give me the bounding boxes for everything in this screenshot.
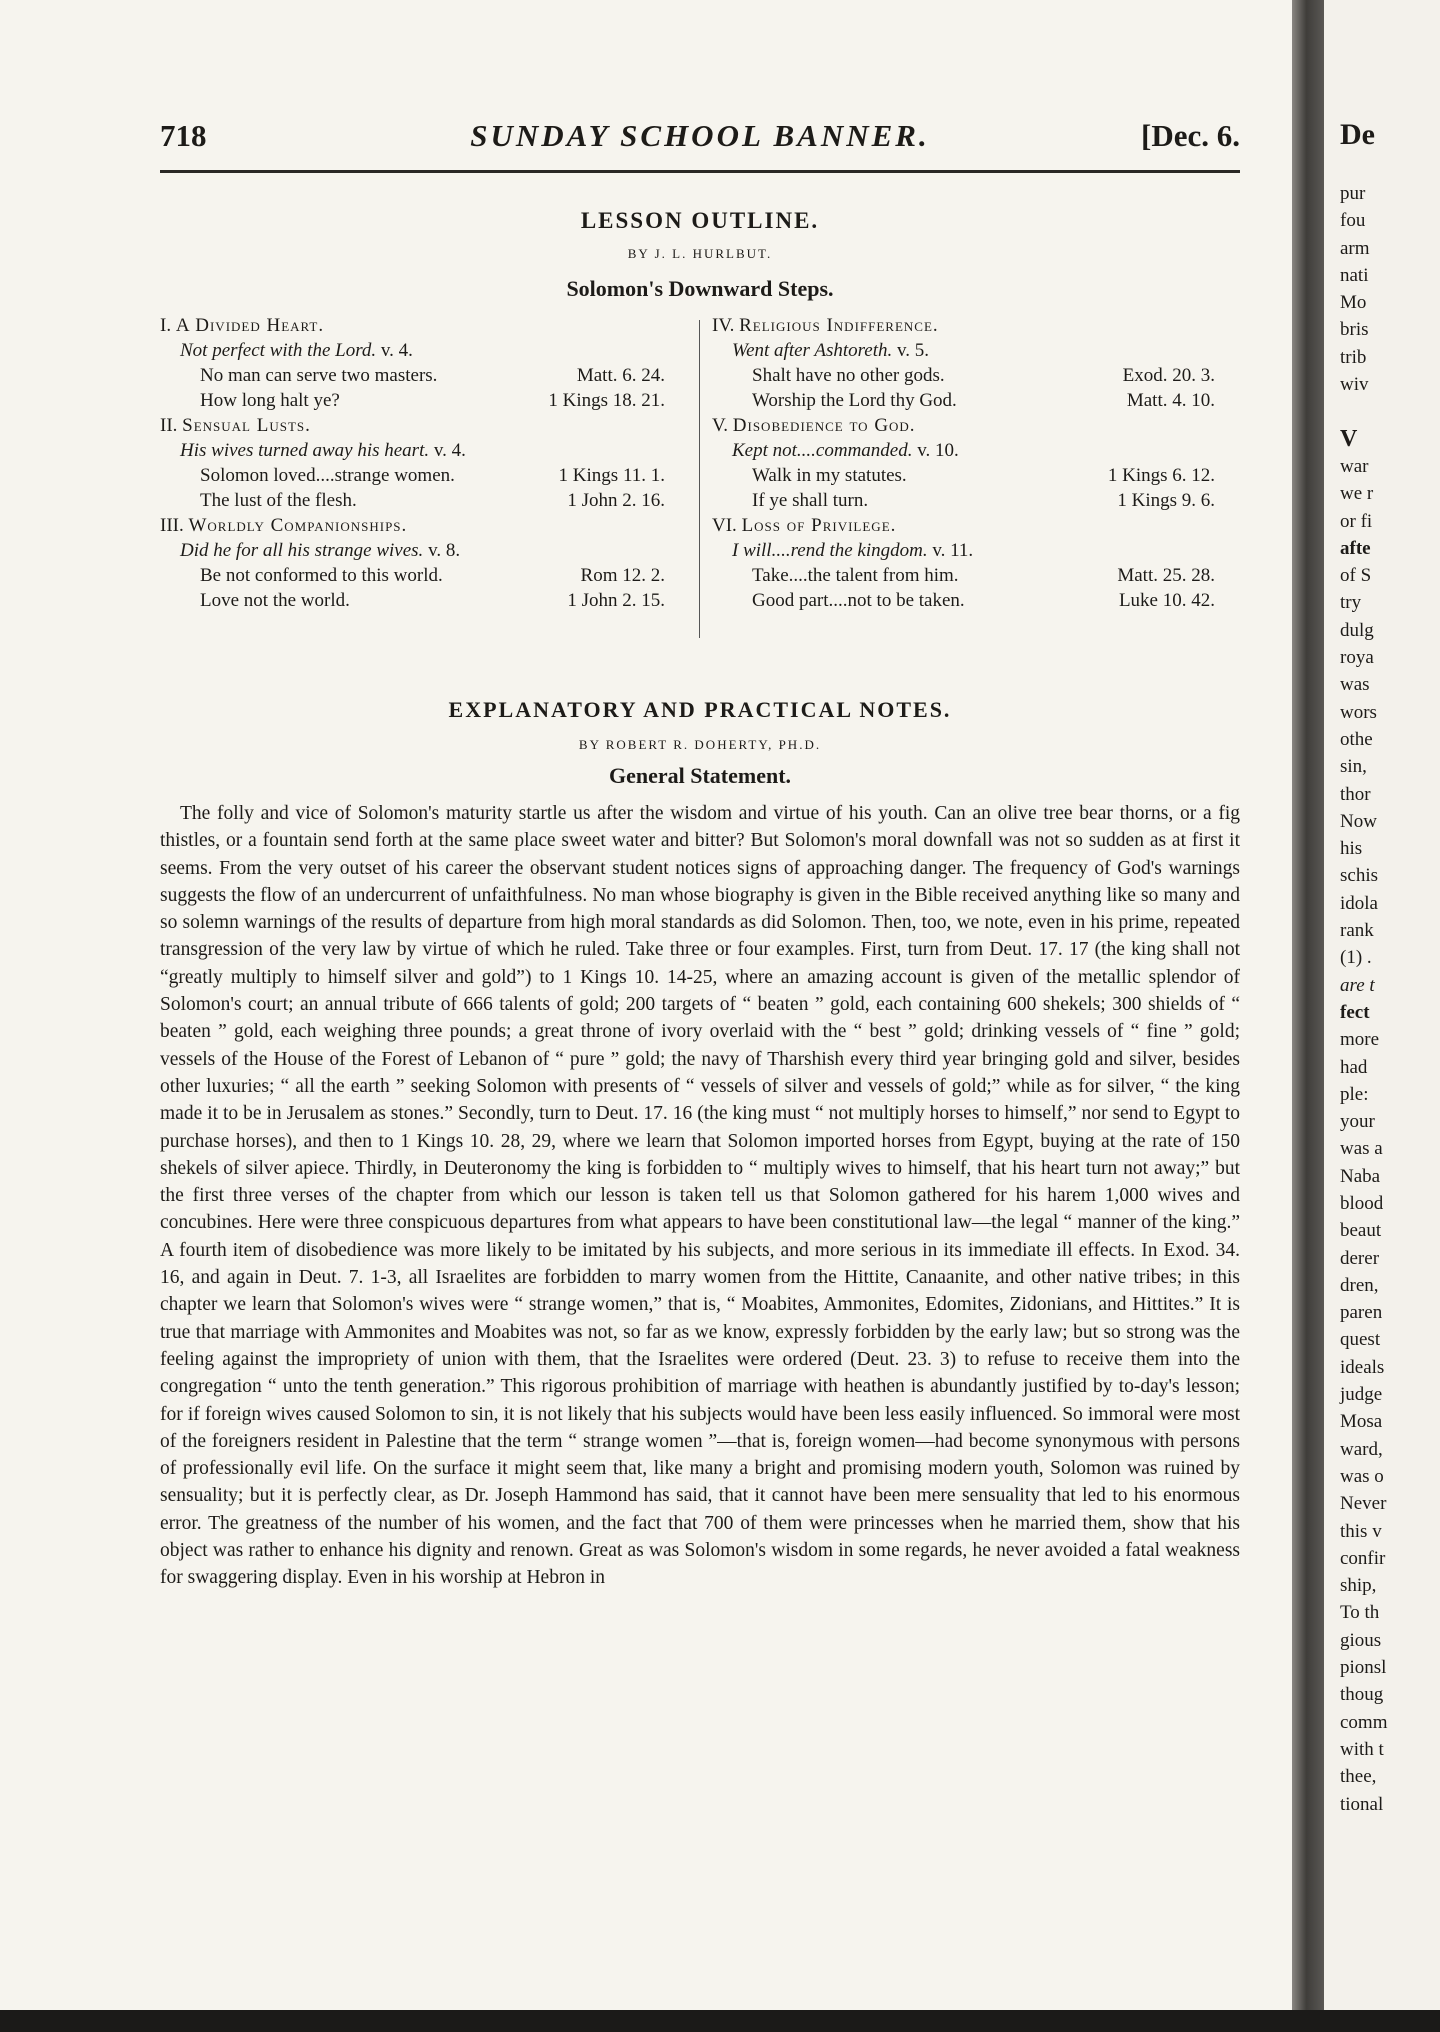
section-title: Religious Indifference. (739, 315, 939, 336)
next-page-line: thee, (1340, 1766, 1377, 1788)
issue-date: [Dec. 6. (1141, 118, 1240, 153)
reference-quote: Solomon loved....strange women. (200, 465, 455, 486)
section-numeral: VI. (712, 515, 737, 536)
section-title: Loss of Privilege. (741, 515, 897, 536)
next-page-line: othe (1340, 728, 1373, 750)
section-numeral: IV. (712, 315, 735, 336)
section-title: A Divided Heart. (175, 315, 325, 336)
next-page-line: tional (1340, 1793, 1384, 1815)
next-page-line: (1) . (1340, 947, 1372, 969)
next-page-line: paren (1340, 1302, 1383, 1324)
next-page-line: rank (1340, 920, 1374, 942)
next-page-line: idola (1340, 892, 1378, 914)
section-title: Disobedience to God. (732, 415, 916, 436)
section-text (712, 538, 1215, 563)
reference-quote: Be not conformed to this world. (200, 565, 443, 586)
section-text-quote: Kept not....commanded. (732, 440, 913, 461)
section-verse: v. 10. (917, 440, 959, 461)
section-title: Sensual Lusts. (182, 415, 311, 436)
next-page-line: wors (1340, 701, 1377, 723)
section-text (712, 438, 1215, 463)
reference-citation: Matt. 4. 10. (1126, 390, 1215, 411)
reference-quote: The lust of the flesh. (200, 490, 357, 511)
reference-citation: Matt. 6. 24. (576, 365, 665, 386)
next-page-line: thoug (1340, 1684, 1384, 1706)
section-text-quote: Not perfect with the Lord. (180, 340, 377, 361)
notes-heading: EXPLANATORY AND PRACTICAL NOTES. (448, 697, 952, 722)
section-verse: v. 5. (897, 340, 930, 361)
notes-subtitle: General Statement. (608, 763, 792, 788)
next-page-line: had (1340, 1056, 1368, 1078)
next-page-line: dulg (1340, 619, 1374, 641)
next-page-line: Mo (1340, 292, 1367, 314)
next-page-line: his (1340, 838, 1363, 860)
section-reference (712, 488, 1215, 513)
reference-citation: 1 John 2. 15. (567, 590, 665, 611)
reference-quote: Shalt have no other gods. (752, 365, 945, 386)
section-reference (160, 488, 665, 513)
next-page-line: comm (1340, 1711, 1388, 1733)
outline-byline: BY J. L. HURLBUT. (627, 246, 773, 261)
scan-bottom-edge (0, 2010, 1440, 2032)
next-page-line: sin, (1340, 756, 1367, 778)
next-page-line: was o (1340, 1465, 1384, 1487)
next-page-header: De (1340, 118, 1375, 151)
reference-quote: No man can serve two masters. (200, 365, 438, 386)
section-reference (712, 563, 1215, 588)
outline-heading: LESSON OUTLINE. (580, 208, 820, 233)
outline-section-heading (160, 313, 665, 338)
book-spine (1292, 0, 1324, 2032)
reference-citation: 1 Kings 6. 12. (1107, 465, 1215, 486)
outline-section-heading (160, 513, 665, 538)
next-page-line: schis (1340, 865, 1378, 887)
next-page-line: war (1340, 455, 1369, 477)
reference-quote: Walk in my statutes. (752, 465, 907, 486)
section-numeral: II. (160, 415, 178, 436)
next-page-line: ship, (1340, 1575, 1377, 1597)
page-number: 718 (160, 118, 207, 153)
outline-right-column (712, 313, 1215, 613)
next-page-line: Never (1340, 1493, 1387, 1515)
next-page-line: pur (1340, 183, 1366, 204)
next-page-text (1340, 118, 1440, 1818)
next-page-line: confir (1340, 1547, 1386, 1569)
reference-citation: 1 John 2. 16. (567, 490, 665, 511)
next-page-line: roya (1340, 647, 1374, 669)
section-text-quote: Did he for all his strange wives. (180, 540, 424, 561)
section-numeral: V. (712, 415, 729, 436)
next-page-line: this v (1340, 1520, 1382, 1542)
section-reference (712, 388, 1215, 413)
next-page-line: fect (1340, 1001, 1370, 1023)
running-head (160, 118, 1240, 168)
reference-citation: 1 Kings 18. 21. (548, 390, 665, 411)
next-page-line: derer (1340, 1247, 1380, 1269)
next-page-line: Now (1340, 810, 1377, 832)
next-page-line: with t (1340, 1738, 1384, 1760)
outline-section-heading (712, 513, 1215, 538)
section-reference (160, 588, 665, 613)
reference-quote: Worship the Lord thy God. (752, 390, 957, 411)
next-page-line: thor (1340, 783, 1371, 805)
next-page-line: dren, (1340, 1274, 1379, 1296)
next-page-line: V (1340, 425, 1358, 452)
next-page-line: ideals (1340, 1356, 1385, 1378)
next-page-line: ward, (1340, 1438, 1383, 1460)
section-reference (160, 563, 665, 588)
outline-section-heading (712, 313, 1215, 338)
outline-subtitle: Solomon's Downward Steps. (566, 276, 834, 301)
next-page-line: judge (1340, 1384, 1383, 1406)
publication-title: SUNDAY SCHOOL BANNER. (470, 118, 930, 153)
section-verse: v. 8. (428, 540, 461, 561)
next-page-line: trib (1340, 346, 1367, 368)
reference-quote: How long halt ye? (200, 390, 340, 411)
next-page-line: blood (1340, 1192, 1384, 1214)
section-text (160, 538, 665, 563)
column-divider (699, 320, 700, 638)
section-numeral: III. (160, 515, 184, 536)
next-page-line: was a (1340, 1138, 1383, 1160)
reference-quote: Love not the world. (200, 590, 350, 611)
next-page-line: quest (1340, 1329, 1381, 1351)
next-page-line: of S (1340, 565, 1372, 587)
next-page-line: afte (1340, 537, 1371, 559)
next-page-line: Naba (1340, 1165, 1381, 1187)
notes-byline: BY ROBERT R. DOHERTY, PH.D. (578, 737, 822, 752)
section-reference (160, 463, 665, 488)
section-title: Worldly Companionships. (188, 515, 408, 536)
header-rule (160, 170, 1240, 173)
next-page-line: ple: (1340, 1083, 1369, 1105)
next-page-line: are t (1340, 974, 1375, 996)
section-text-quote: Went after Ashtoreth. (732, 340, 893, 361)
section-text-quote: His wives turned away his heart. (180, 440, 430, 461)
section-verse: v. 11. (932, 540, 974, 561)
reference-citation: Matt. 25. 28. (1117, 565, 1215, 586)
next-page-line: pionsl (1340, 1657, 1387, 1679)
next-page-line: bris (1340, 319, 1369, 341)
next-page-line: arm (1340, 237, 1370, 259)
outline-section-heading (160, 413, 665, 438)
section-verse: v. 4. (380, 340, 413, 361)
outline-left-column (160, 313, 665, 613)
section-reference (160, 388, 665, 413)
reference-citation: 1 Kings 9. 6. (1117, 490, 1215, 511)
section-reference (712, 463, 1215, 488)
section-numeral: I. (160, 315, 172, 336)
section-text (160, 338, 665, 363)
next-page-line: fou (1340, 210, 1366, 232)
next-page-line (1340, 398, 1440, 425)
reference-citation: Rom 12. 2. (580, 565, 665, 586)
section-text (712, 338, 1215, 363)
next-page-line: more (1340, 1029, 1380, 1051)
section-verse: v. 4. (433, 440, 466, 461)
reference-citation: Luke 10. 42. (1118, 590, 1215, 611)
next-page-line: or fi (1340, 510, 1373, 532)
next-page-line: gious (1340, 1629, 1382, 1651)
next-page-line: To th (1340, 1602, 1380, 1624)
section-text-quote: I will....rend the kingdom. (732, 540, 928, 561)
next-page-line: your (1340, 1111, 1375, 1133)
reference-quote: If ye shall turn. (752, 490, 869, 511)
reference-citation: Exod. 20. 3. (1122, 365, 1215, 386)
section-reference (712, 588, 1215, 613)
reference-quote: Good part....not to be taken. (752, 590, 965, 611)
next-page-line: beaut (1340, 1220, 1382, 1242)
next-page-line: wiv (1340, 374, 1369, 396)
reference-quote: Take....the talent from him. (752, 565, 959, 586)
section-reference (712, 363, 1215, 388)
next-page-line: try (1340, 592, 1362, 614)
next-page-line: nati (1340, 264, 1369, 286)
next-page-line: was (1340, 674, 1370, 696)
section-text (160, 438, 665, 463)
next-page-line: we r (1340, 483, 1374, 505)
outline-section-heading (712, 413, 1215, 438)
section-reference (160, 363, 665, 388)
next-page-line: Mosa (1340, 1411, 1383, 1433)
reference-citation: 1 Kings 11. 1. (558, 465, 665, 486)
general-statement-paragraph: The folly and vice of Solomon's maturity startle us after the wisdom and virtue of his youth. Can an olive tree bear thorns, or a fig thistles, or a fountain send forth at the same place sweet water and bitter? But Solomon's moral downfall was not so sudden as at first it seems. From the very outset of his career the observant student notices signs of approaching danger. The frequency of God's warnings suggests the flow of an undercurrent of unfaithfulness. No man whose biography is given in the Bible received anything like so many and so solemn warnings of the results of departure from high moral standards as did Solomon. Then, too, we note, even in his prime, repeated transgression of the very law by virtue of which he ruled. Take three or four examples. First, turn from Deut. 17. 17 (the king shall not “greatly multiply to himself silver and gold”) to 1 Kings 10. 14-25, where an amazing account is given of the metallic splendor of Solomon's court; an annual tribute of 666 talents of gold; 200 targets of “ beaten ” gold, each containing 600 shekels; 300 shields of “ beaten ” gold, each weighing three pounds; a great throne of ivory overlaid with the “ best ” gold; drinking vessels of “ fine ” gold; vessels of the House of the Forest of Lebanon of “ pure ” gold; the navy of Tharshish every third year bringing gold and silver, besides other luxuries; “ all the earth ” seeking Solomon with presents of “ vessels of silver and vessels of gold;” while as for silver, “ the king made it to be in Jerusalem as stones.” Secondly, turn to Deut. 17. 16 (the king must “ not multiply horses to himself,” nor send to Egypt to purchase horses), and then to 1 Kings 10. 28, 29, where we learn that Solomon imported horses from Egypt, buying at the rate of 150 shekels of silver apiece. Thirdly, in Deuteronomy the king is forbidden to “ multiply wives to himself, that his heart turn not away;” but the first three verses of the chapter from which our lesson is taken tell us that Solomon gathered for his harem 1,000 wives and concubines. Here were three conspicuous departures from what appears to have been constitutional law—the legal “ manner of the king.” A fourth item of disobedience was more likely to be imitated by his subjects, and more serious in its immediate ill effects. In Exod. 34. 16, and again in Deut. 7. 1-3, all Israelites are forbidden to marry women from the Hittite, Canaanite, and other native tribes; in this chapter we learn that Solomon's wives were “ strange women,” that is, “ Moabites, Ammonites, Edomites, Zidonians, and Hittites.” It is true that marriage with Ammonites and Moabites was not, so far as we know, expressly forbidden by the early law; but so strong was the feeling against the impropriety of union with them, that the Israelites were ordered (Deut. 23. 3) to refuse to receive them into the congregation “ unto the tenth generation.” This rigorous prohibition of marriage with heathen is abundantly justified by to-day's lesson; for if foreign wives caused Solomon to sin, it is not likely that his subjects would have been less easily influenced. So immoral were most of the foreigners resident in Palestine that the term “ strange women ”—that is, foreign women—had become synonymous with persons of professionally evil life. On the surface it might seem that, like many a bright and promising modern youth, Solomon was ruined by sensuality; but it is perfectly clear, as Dr. Joseph Hammond has said, that it cannot have been mere sensuality that led to his enormous error. The greatness of the number of his women, and the fact that 700 of them were princesses when he married them, show that his object was rather to enhance his dignity and renown. Great as was Solomon's wisdom in some regards, he never avoided a fatal weakness for swaggering display. Even in his worship at Hebron in (160, 803, 1240, 1589)
